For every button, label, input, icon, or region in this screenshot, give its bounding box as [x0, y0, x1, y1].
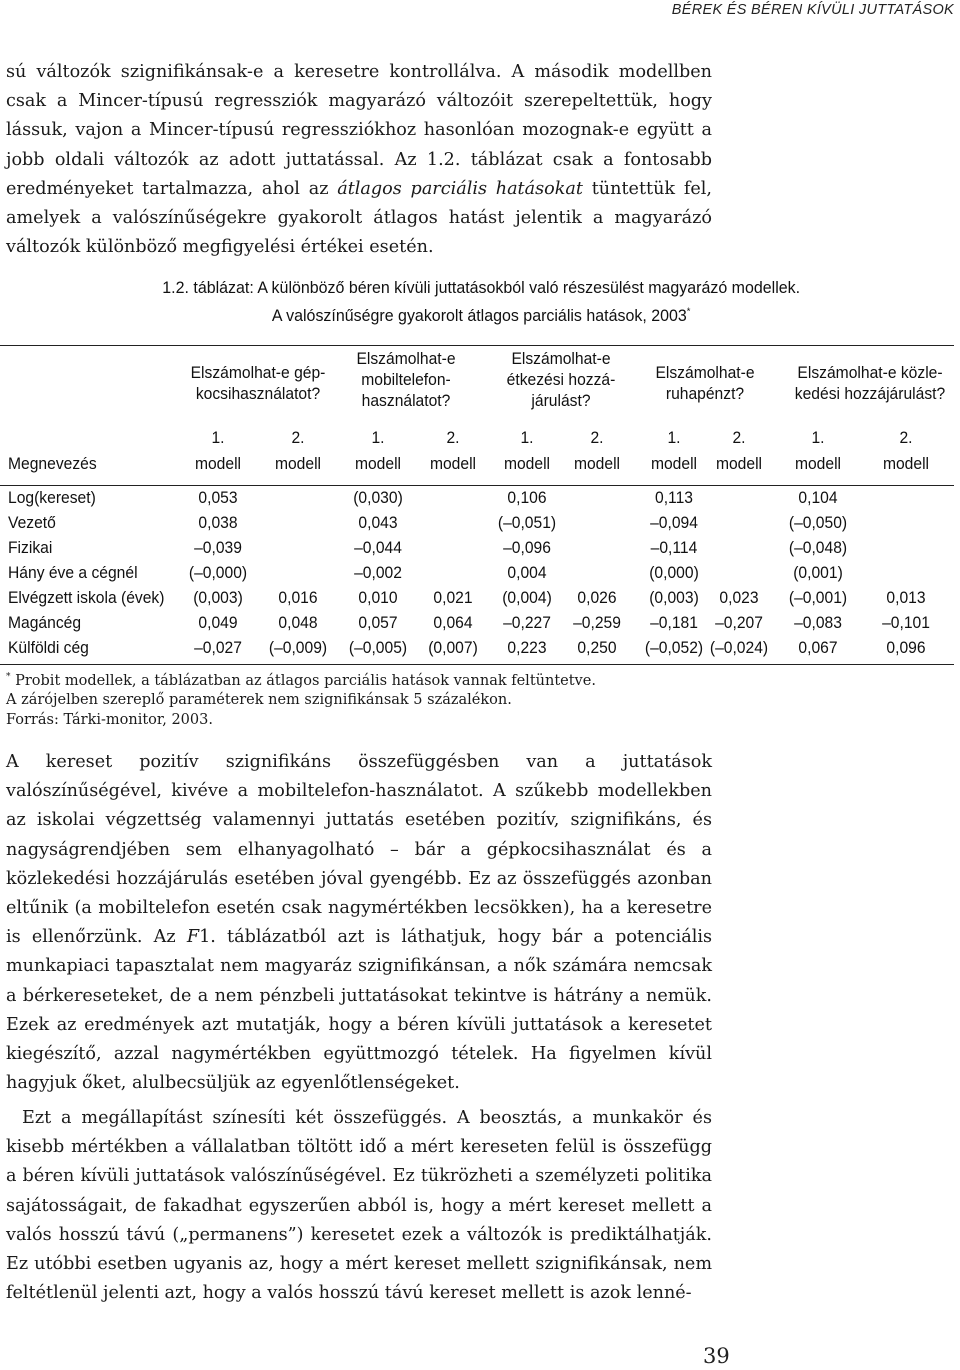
- paragraph-discussion: [6, 1104, 712, 1308]
- model-label: 2.: [590, 428, 604, 447]
- table-cell: –0,181: [650, 613, 698, 632]
- table-cell: –0,114: [650, 538, 698, 557]
- model-label: 2.: [899, 428, 913, 447]
- para1-text-b: tüntettük fel, amelyek a valószínűségekre gyakorolt átlagos hatást jelentik a magyarázó változók különböző megfigyelési értékei esetén.: [6, 178, 712, 258]
- para2-text-a: A kereset pozitív szignifikáns összefüggésben van a juttatások valószínűségével, kivéve a mobiltelefon-használatot. A szűkebb modellekben az iskolai végzettség valamennyi juttatás esetében pozitív, szignifikáns, és nagyságrendjében sem elhanyagolható – bár a gépkocsihasználat és a közlekedési hozzájárulás esetében jóval gyengébb. Ez az összefüggés azonban eltűnik (a mobiltelefon esetén csak nagymértékben lecsökken), ha a keresetre is ellenőrzünk. Az: [6, 752, 712, 948]
- table-cell: 0,016: [278, 588, 318, 607]
- table-cell: 0,057: [358, 613, 398, 632]
- model-label: 1.: [667, 428, 681, 447]
- table-row-label: Hány éve a cégnél: [8, 563, 138, 582]
- column-group-header-line: kocsihasználatot?: [195, 384, 321, 403]
- page-number: 39: [703, 1344, 730, 1368]
- table-cell: 0,104: [798, 488, 838, 507]
- table-note-probit: [6, 668, 726, 691]
- model-label: modell: [429, 454, 477, 473]
- table-cell: –0,096: [503, 538, 551, 557]
- model-label: 1.: [371, 428, 385, 447]
- table-cell: –0,259: [573, 613, 621, 632]
- para2-text-b: 1. táblázatból azt is láthatjuk, hogy bár a potenciális munkapiaci tapasztalat nem magyaráz szignifikánsan, a nők számára nemcsak a bérkereseteket, de a nem pénzbeli juttatásokat tekintve is hátrány a nemük. Ezek az eredmények azt mutatják, hogy a béren kívüli juttatások a keresetet kiegészítő, azzal nagymértékben együttmozgó tételek. Ha figyelmen kívül hagyjuk őket, alulbecsüljük az egyenlőtlenségeket.: [6, 927, 712, 1094]
- model-label: modell: [573, 454, 621, 473]
- column-group-header-line: járulást?: [531, 391, 591, 410]
- column-group-header-line: Elszámolhat-e: [511, 349, 611, 368]
- table-cell: 0,038: [198, 513, 238, 532]
- model-label: 1.: [811, 428, 825, 447]
- table-cell: 0,067: [798, 638, 838, 657]
- model-label: modell: [274, 454, 322, 473]
- table-cell: (–0,009): [268, 638, 328, 657]
- column-group-header-line: mobiltelefon-: [361, 370, 451, 389]
- model-label: 2.: [732, 428, 746, 447]
- table-caption-footnote-mark: *: [686, 306, 691, 318]
- table-row-label: Vezető: [8, 513, 56, 532]
- table-cell: 0,021: [433, 588, 473, 607]
- para3-text: Ezt a megállapítást színesíti két összefüggés. A beosztás, a munkakör és kisebb mértékben a vállalatban töltött idő a mért kereseten felül is összefügg a béren kívüli juttatások valószínűségével. Ez tükrözheti a személyzeti politika sajátosságait, de fakadhat egyszerűen abból is, hogy a mért kereset mellett a valós hosszú távú („permanens”) keresetet ezek a változók is prediktálhatják. Ez utóbbi esetben ugyanis az, hogy a mért kereset mellett szignifikánsak, nem feltétlenül jelenti azt, hogy a valós hosszú távú kereset mellett is azok lenné-: [6, 1108, 712, 1304]
- table-cell: 0,026: [577, 588, 617, 607]
- table-cell: 0,223: [507, 638, 547, 657]
- table-cell: (0,030): [353, 488, 403, 507]
- table-row-label: Külföldi cég: [8, 638, 89, 657]
- table-cell: –0,101: [882, 613, 930, 632]
- table-cell: –0,207: [715, 613, 763, 632]
- table-cell: (–0,048): [788, 538, 848, 557]
- table-cell: (0,001): [793, 563, 843, 582]
- table-cell: (0,007): [428, 638, 478, 657]
- table-row-label: Magáncég: [8, 613, 82, 632]
- table-cell: 0,049: [198, 613, 238, 632]
- table-note-star: *: [6, 672, 11, 682]
- table-cell: –0,094: [650, 513, 698, 532]
- table-note-probit-text: Probit modellek, a táblázatban az átlagos parciális hatások vannak feltüntetve.: [10, 672, 596, 689]
- table-cell: (0,004): [502, 588, 552, 607]
- table-cell: 0,043: [358, 513, 398, 532]
- model-label: modell: [882, 454, 930, 473]
- table-cell: 0,013: [886, 588, 926, 607]
- column-group-header-line: használatot?: [361, 391, 451, 410]
- model-label: 1.: [520, 428, 534, 447]
- table-cell: (–0,000): [188, 563, 248, 582]
- table-cell: 0,250: [577, 638, 617, 657]
- regression-table: [0, 0, 954, 680]
- model-label: modell: [650, 454, 698, 473]
- table-cell: 0,048: [278, 613, 318, 632]
- table-cell: (–0,050): [788, 513, 848, 532]
- column-group-header-line: Elszámolhat-e közle-: [797, 363, 943, 382]
- table-cell: 0,010: [358, 588, 398, 607]
- table-row-label: Elvégzett iskola (évek): [8, 588, 165, 607]
- table-cell: (0,000): [649, 563, 699, 582]
- column-group-header: [175, 362, 341, 404]
- column-group-header: [622, 362, 788, 404]
- column-group-header-line: Elszámolhat-e gép-: [190, 363, 326, 382]
- model-label: 1.: [211, 428, 225, 447]
- model-label: modell: [194, 454, 242, 473]
- model-label: 2.: [446, 428, 460, 447]
- table-cell: –0,083: [794, 613, 842, 632]
- model-label: modell: [715, 454, 763, 473]
- column-group-header-line: étkezési hozzá-: [506, 370, 616, 389]
- table-cell: (–0,001): [788, 588, 848, 607]
- table-cell: 0,064: [433, 613, 473, 632]
- column-group-header-line: Elszámolhat-e: [356, 349, 456, 368]
- model-label: modell: [794, 454, 842, 473]
- table-cell: (–0,024): [709, 638, 769, 657]
- paragraph-results: [6, 748, 712, 1098]
- table-cell: (–0,052): [644, 638, 704, 657]
- table-cell: 0,004: [507, 563, 547, 582]
- model-label: modell: [503, 454, 551, 473]
- table-cell: (–0,005): [348, 638, 408, 657]
- table-row-label: Log(kereset): [8, 488, 96, 507]
- table-source: Forrás: Tárki-monitor, 2003.: [6, 712, 213, 729]
- table-cell: 0,023: [719, 588, 759, 607]
- para1-italic-term: átlagos parciális hatásokat: [337, 178, 583, 199]
- column-group-header: [787, 362, 953, 404]
- table-cell: –0,002: [354, 563, 402, 582]
- table-cell: (0,003): [649, 588, 699, 607]
- table-caption-subtitle-text: A valószínűségre gyakorolt átlagos parciális hatások, 2003: [271, 306, 687, 325]
- para2-italic-ref: F: [186, 927, 200, 948]
- table-cell: –0,039: [194, 538, 242, 557]
- column-group-header-line: Elszámolhat-e: [655, 363, 755, 382]
- table-cell: –0,027: [194, 638, 242, 657]
- table-row-label: Fizikai: [8, 538, 53, 557]
- para1-text-a: sú változók szignifikánsak-e a keresetre kontrollálva. A második modellben csak a Mincer-típusú regressziók magyarázó változóit szerepeltettük, hogy lássuk, vajon a Mincer-típusú regressziókhoz hasonlóan mozognak-e együtt a jobb oldali változók az adott juttatással. Az 1.2. táblázat csak a fontosabb eredményeket tartalmazza, ahol az: [6, 62, 712, 199]
- table-cell: –0,227: [503, 613, 551, 632]
- model-label: modell: [354, 454, 402, 473]
- table-cell: 0,053: [198, 488, 238, 507]
- table-cell: 0,096: [886, 638, 926, 657]
- column-group-header: [478, 348, 644, 411]
- column-group-header-line: kedési hozzájárulást?: [794, 384, 946, 403]
- table-cell: 0,106: [507, 488, 547, 507]
- table-note-significance: A zárójelben szereplő paraméterek nem szignifikánsak 5 százalékon.: [6, 692, 512, 709]
- row-header-label: Megnevezés: [8, 454, 97, 473]
- table-caption-title: 1.2. táblázat: A különböző béren kívüli juttatásokból való részesülést magyarázó modellek.: [162, 278, 801, 297]
- column-group-header-line: ruhapénzt?: [665, 384, 745, 403]
- table-notes: [6, 668, 726, 731]
- table-cell: 0,113: [655, 488, 693, 507]
- table-cell: (–0,051): [497, 513, 557, 532]
- column-group-header: [323, 348, 489, 411]
- running-head: BÉREK ÉS BÉREN KÍVÜLI JUTTATÁSOK: [671, 2, 954, 18]
- model-label: 2.: [291, 428, 305, 447]
- table-cell: (0,003): [193, 588, 243, 607]
- table-cell: –0,044: [354, 538, 402, 557]
